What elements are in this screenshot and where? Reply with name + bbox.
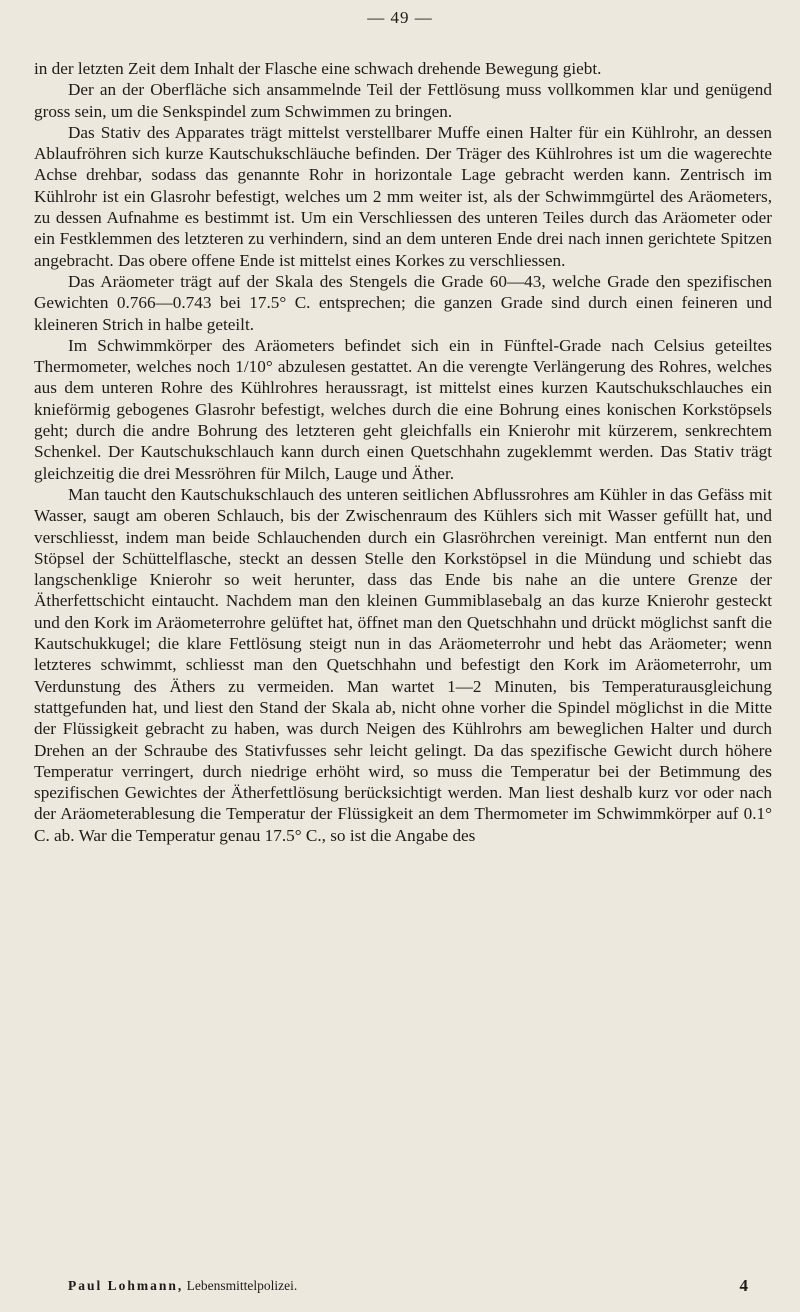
- footer-publication: Lebensmittelpolizei.: [186, 1278, 298, 1293]
- page-number: — 49 —: [367, 8, 433, 27]
- signature-mark: 4: [739, 1276, 748, 1295]
- footer-source: [68, 1278, 297, 1296]
- paragraph-fettloesung: Der an der Oberfläche sich ansammelnde Teil der Fettlösung muss vollkommen klar und genügend gross sein, um die Senkspindel zum Schwimmen zu bringen.: [34, 80, 772, 121]
- paragraph-continuation: in der letzten Zeit dem Inhalt der Flasche eine schwach drehende Bewegung giebt.: [34, 59, 602, 78]
- paragraph-stativ: Das Stativ des Apparates trägt mittelst verstellbarer Muffe einen Halter für ein Kühlrohr, an dessen Ablaufröhren sich kurze Kautschukschläuche befinden. Der Träger des Kühlrohres ist um die wagerechte Achse drehbar, sodass das genannte Rohr in horizontale Lage gebracht werden kann. Zentrisch im Kühlrohr ist ein Glasrohr befestigt, welches um 2 mm weiter ist, als der Schwimmgürtel des Aräometers, zu dessen Aufnahme es bestimmt ist. Um ein Verschliessen des unteren Teiles durch das Aräometer oder ein Festklemmen des letzteren zu verhindern, sind an dem unteren Ende drei nach innen gerichtete Spitzen angebracht. Das obere offene Ende ist mittelst eines Korkes zu verschliessen.: [34, 122, 772, 270]
- paragraph-verfahren: Man taucht den Kautschukschlauch des unteren seitlichen Abflussrohres am Kühler in das Gefäss mit Wasser, saugt am oberen Schlauch, bis der Zwischenraum des Kühlers sich mit Wasser gefüllt hat, und verschliesst, indem man beide Schlauchenden durch ein Glasröhrchen vereinigt. Man entfernt nun den Stöpsel der Schüttelflasche, steckt an dessen Stelle den Korkstöpsel in die Mündung und schiebt das langschenklige Knierohr so weit herunter, dass das Ende bis nahe an die untere Grenze der Ätherfettschicht eintaucht. Nachdem man den kleinen Gummiblasebalg an das kurze Knierohr gesteckt und den Kork im Aräometerrohre gelüftet hat, öffnet man den Quetschhahn und drückt möglichst sanft die Kautschukkugel; die klare Fettlösung steigt nun in das Aräometerrohr und hebt das Aräometer; wenn letzteres schwimmt, schliesst man den Quetschhahn und befestigt den Kork im Aräometerrohr, um Verdunstung des Äthers zu vermeiden. Man wartet 1—2 Minuten, bis Temperaturausgleichung stattgefunden hat, und liest den Stand der Skala ab, nicht ohne vorher die Spindel möglichst in die Mitte der Flüssigkeit gebracht zu haben, was durch Neigen des Kühlrohrs am beweglichen Halter und durch Drehen an der Schraube des Stativfusses sehr leicht gelingt. Da das spezifische Gewicht durch höhere Temperatur verringert, durch niedrige erhöht wird, so muss die Temperatur bei der Betimmung des spezifischen Gewichtes der Ätherfettlösung berücksichtigt werden. Man liest deshalb kurz vor oder nach der Aräometerablesung die Temperatur der Flüssigkeit an dem Thermometer im Schwimmkörper auf 0.1° C. ab. War die Temperatur genau 17.5° C., so ist die Angabe des: [34, 484, 772, 845]
- paragraph-schwimmkoerper: Im Schwimmkörper des Aräometers befindet sich ein in Fünftel-Grade nach Celsius geteiltes Thermometer, welches noch 1/10° abzulesen gestattet. An die verengte Verlängerung des Rohres, welches aus dem unteren Rohre des Kühlrohres heraussragt, ist mittelst eines kurzen Kautschukschlauches ein knieförmig gebogenes Glasrohr befestigt, welches durch die eine Bohrung eines konischen Korkstöpsels geht; durch die andre Bohrung des letzteren geht gleichfalls ein Knierohr mit kürzerem, senkrechtem Schenkel. Der Kautschukschlauch kann durch einen Quetschhahn zugeklemmt werden. Das Stativ trägt gleichzeitig die drei Messröhren für Milch, Lauge und Äther.: [34, 335, 772, 483]
- paragraph-araeometer-skala: Das Aräometer trägt auf der Skala des Stengels die Grade 60—43, welche Grade den spezifischen Gewichten 0.766—0.743 bei 17.5° C. entsprechen; die ganzen Grade sind durch einen feineren und kleineren Strich in halbe geteilt.: [34, 271, 772, 334]
- body-text: [34, 58, 772, 846]
- page-footer: [68, 1278, 748, 1296]
- footer-author: Paul Lohmann,: [68, 1278, 184, 1293]
